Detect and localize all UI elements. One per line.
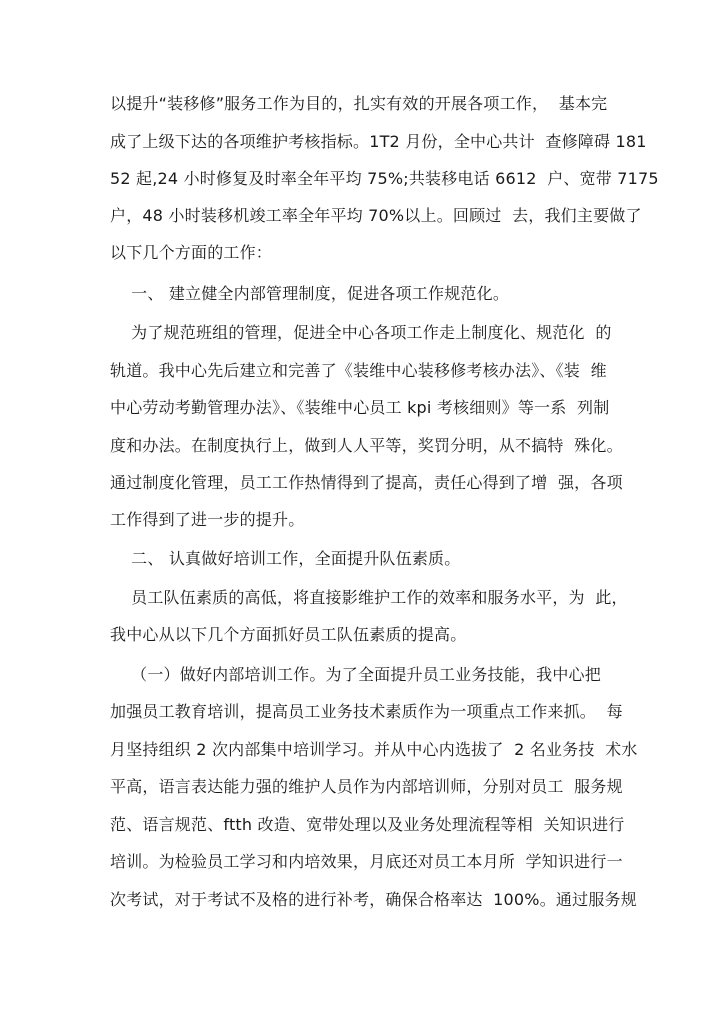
text-line: 次考试，对于考试不及格的进行补考，确保合格率达 100%。通过服务规	[110, 890, 637, 909]
text-line: （一）做好内部培训工作。为了全面提升员工业务技能，我中心把	[110, 665, 601, 684]
text-line: 52 起,24 小时修复及时率全年平均 75%;共装移电话 6612 户、宽带 7175	[110, 169, 659, 188]
text-line: 加强员工教育培训，提高员工业务技术素质作为一项重点工作来抓。 每	[110, 702, 623, 721]
text-line: 平高，语言表达能力强的维护人员作为内部培训师，分别对员工 服务规	[110, 777, 623, 796]
text-line: 中心劳动考勤管理办法》、《装维中心员工 kpi 考核细则》等一系 列制	[110, 398, 610, 417]
section-heading: 二、 认真做好培训工作，全面提升队伍素质。	[110, 549, 461, 568]
text-line: 通过制度化管理，员工工作热情得到了提高，责任心得到了增 强，各项	[110, 473, 623, 492]
section-heading: 一、 建立健全内部管理制度，促进各项工作规范化。	[110, 284, 510, 303]
text-line: 工作得到了进一步的提升。	[110, 510, 305, 529]
text-line: 我中心从以下几个方面抓好员工队伍素质的提高。	[110, 625, 467, 644]
text-line: 范、语言规范、ftth 改造、宽带处理以及业务处理流程等相 关知识进行	[110, 815, 625, 834]
text-line: 以提升“装移修”服务工作为目的，扎实有效的开展各项工作， 基本完	[110, 94, 608, 113]
text-line: 员工队伍素质的高低，将直接影维护工作的效率和服务水平，为 此，	[110, 588, 628, 607]
text-line: 以下几个方面的工作：	[110, 243, 273, 262]
text-line: 培训。为检验员工学习和内培效果，月底还对员工本月所 学知识进行一	[110, 852, 623, 871]
text-line: 轨道。我中心先后建立和完善了《装维中心装移修考核办法》、《装 维	[110, 361, 607, 380]
text-line: 度和办法。在制度执行上，做到人人平等，奖罚分明，从不搞特 殊化。	[110, 436, 623, 455]
text-line: 月坚持组织 2 次内部集中培训学习。并从中心内选拔了 2 名业务技 术水	[110, 740, 638, 759]
text-line: 成了上级下达的各项维护考核指标。1T2 月份，全中心共计 查修障碍 181	[110, 132, 647, 151]
text-line: 户，48 小时装移机竣工率全年平均 70%以上。回顾过 去，我们主要做了	[110, 206, 642, 225]
text-line: 为了规范班组的管理，促进全中心各项工作走上制度化、规范化 的	[110, 323, 612, 342]
